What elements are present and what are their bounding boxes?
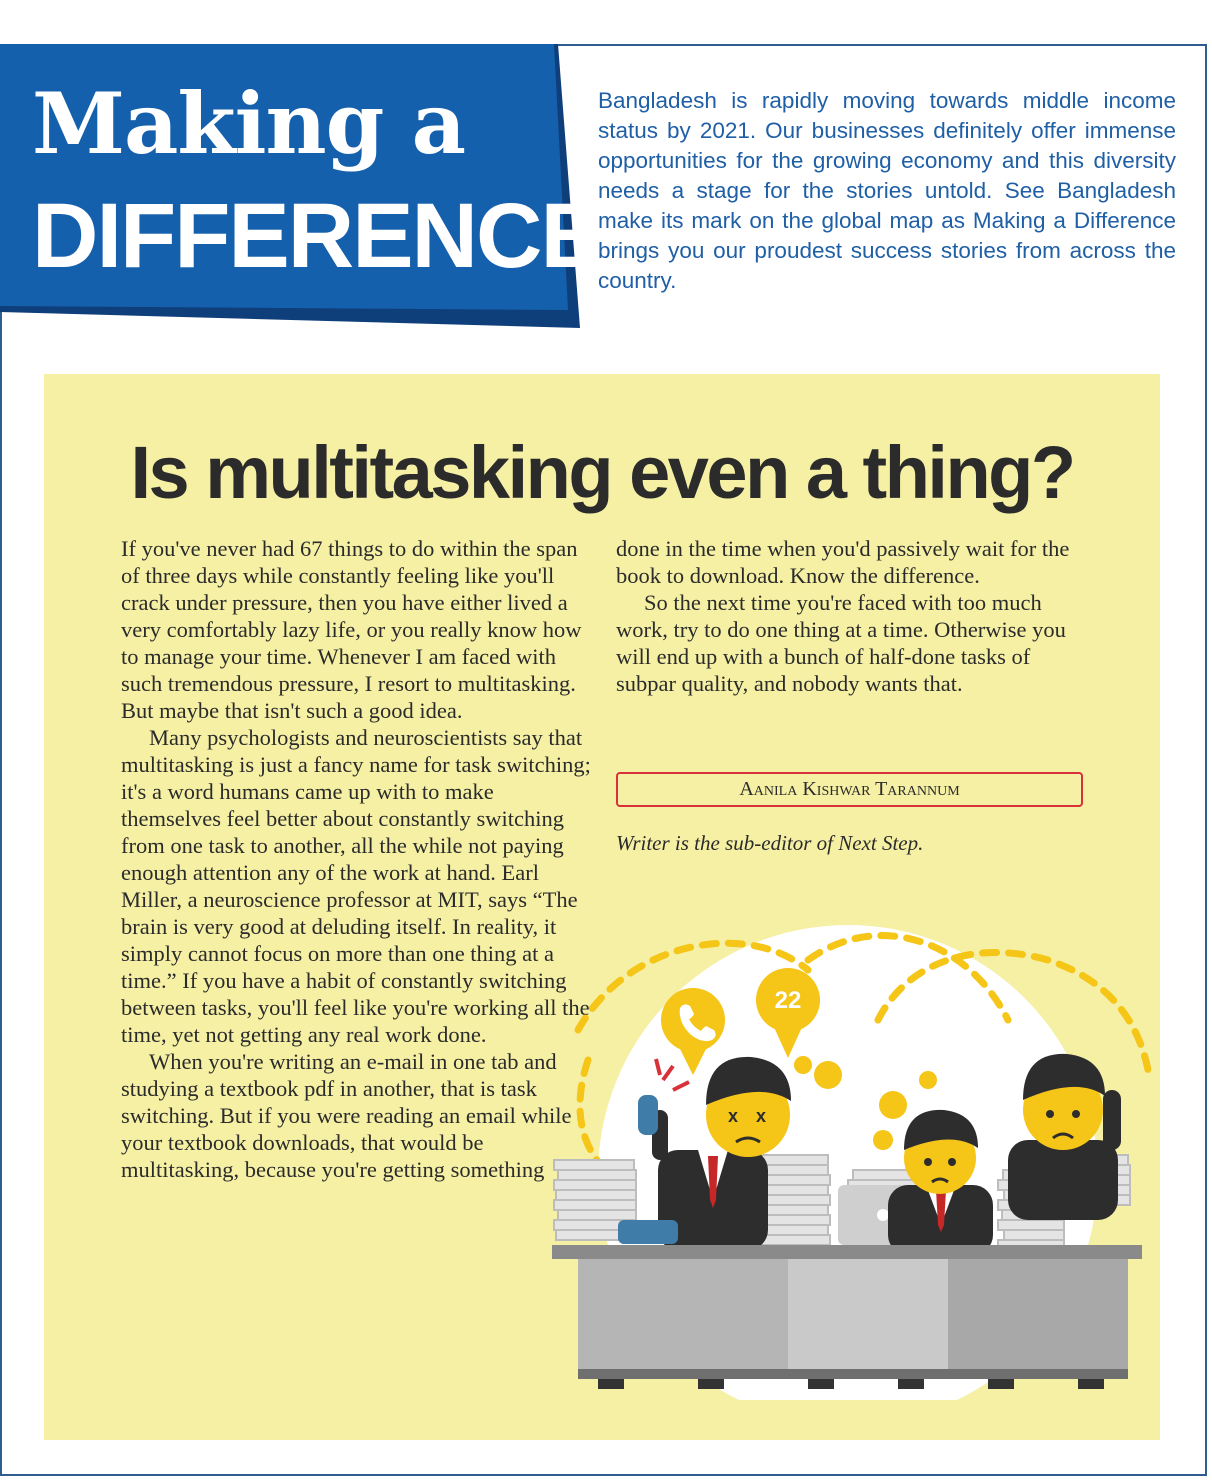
section-title-line1: Making a	[32, 74, 465, 173]
article-paragraph: done in the time when you'd passively wait for the book to download. Know the difference.	[616, 536, 1070, 588]
article-column-right	[616, 535, 1094, 697]
article-paragraph: Many psychologists and neuroscientists say that multitasking is just a fancy name for task switching; it's a word humans came up with to make themselves feel better about constantly switching from one task to another, all the while not paying enough attention any of the work at hand. Earl Miller, a neuroscience professor at MIT, says “The brain is very good at deluding itself. In reality, it simply cannot focus on more than one thing at a time.” If you have a habit of constantly switching between tasks, you'll feel like you're working all the time, yet not getting any real work done.	[121, 725, 591, 1047]
article-paragraph: When you're writing an e-mail in one tab and studying a textbook pdf in another, that is task switching. But if you were reading an email while your textbook downloads, that would be multitasking, because you're getting something	[121, 1049, 572, 1182]
section-intro: Bangladesh is rapidly moving towards middle income status by 2021. Our businesses definitely offer immense opportunities for the growing economy and this diversity needs a stage for the stories untold. See Bangladesh make its mark on the global map as Making a Difference brings you our proudest success stories from across the country.	[598, 88, 1176, 293]
office-desks	[552, 1245, 1142, 1389]
article-paragraph: So the next time you're faced with too much work, try to do one thing at a time. Otherwise you will end up with a bunch of half-done tasks of subpar quality, and nobody wants that.	[616, 590, 1066, 696]
section-banner	[0, 44, 600, 330]
svg-text:x: x	[756, 1106, 767, 1126]
article-paragraph: If you've never had 67 things to do within the span of three days while constantly feeling like you'll crack under pressure, then you have either lived a very comfortably lazy life, or you really know how to manage your time. Whenever I am faced with such tremendous pressure, I resort to multitasking. But maybe that isn't such a good idea.	[121, 536, 582, 723]
section-title-line2: DIFFERENCE	[32, 185, 600, 287]
author-byline: Aanila Kishwar Tarannum	[616, 772, 1083, 807]
article-headline: Is multitasking even a thing?	[130, 431, 1074, 514]
stressed-office-workers-illustration	[548, 900, 1158, 1400]
svg-text:x: x	[728, 1106, 739, 1126]
calendar-badge-text: 22	[774, 987, 802, 1014]
author-note: Writer is the sub-editor of Next Step.	[616, 831, 924, 855]
article-column-left	[121, 535, 599, 1183]
